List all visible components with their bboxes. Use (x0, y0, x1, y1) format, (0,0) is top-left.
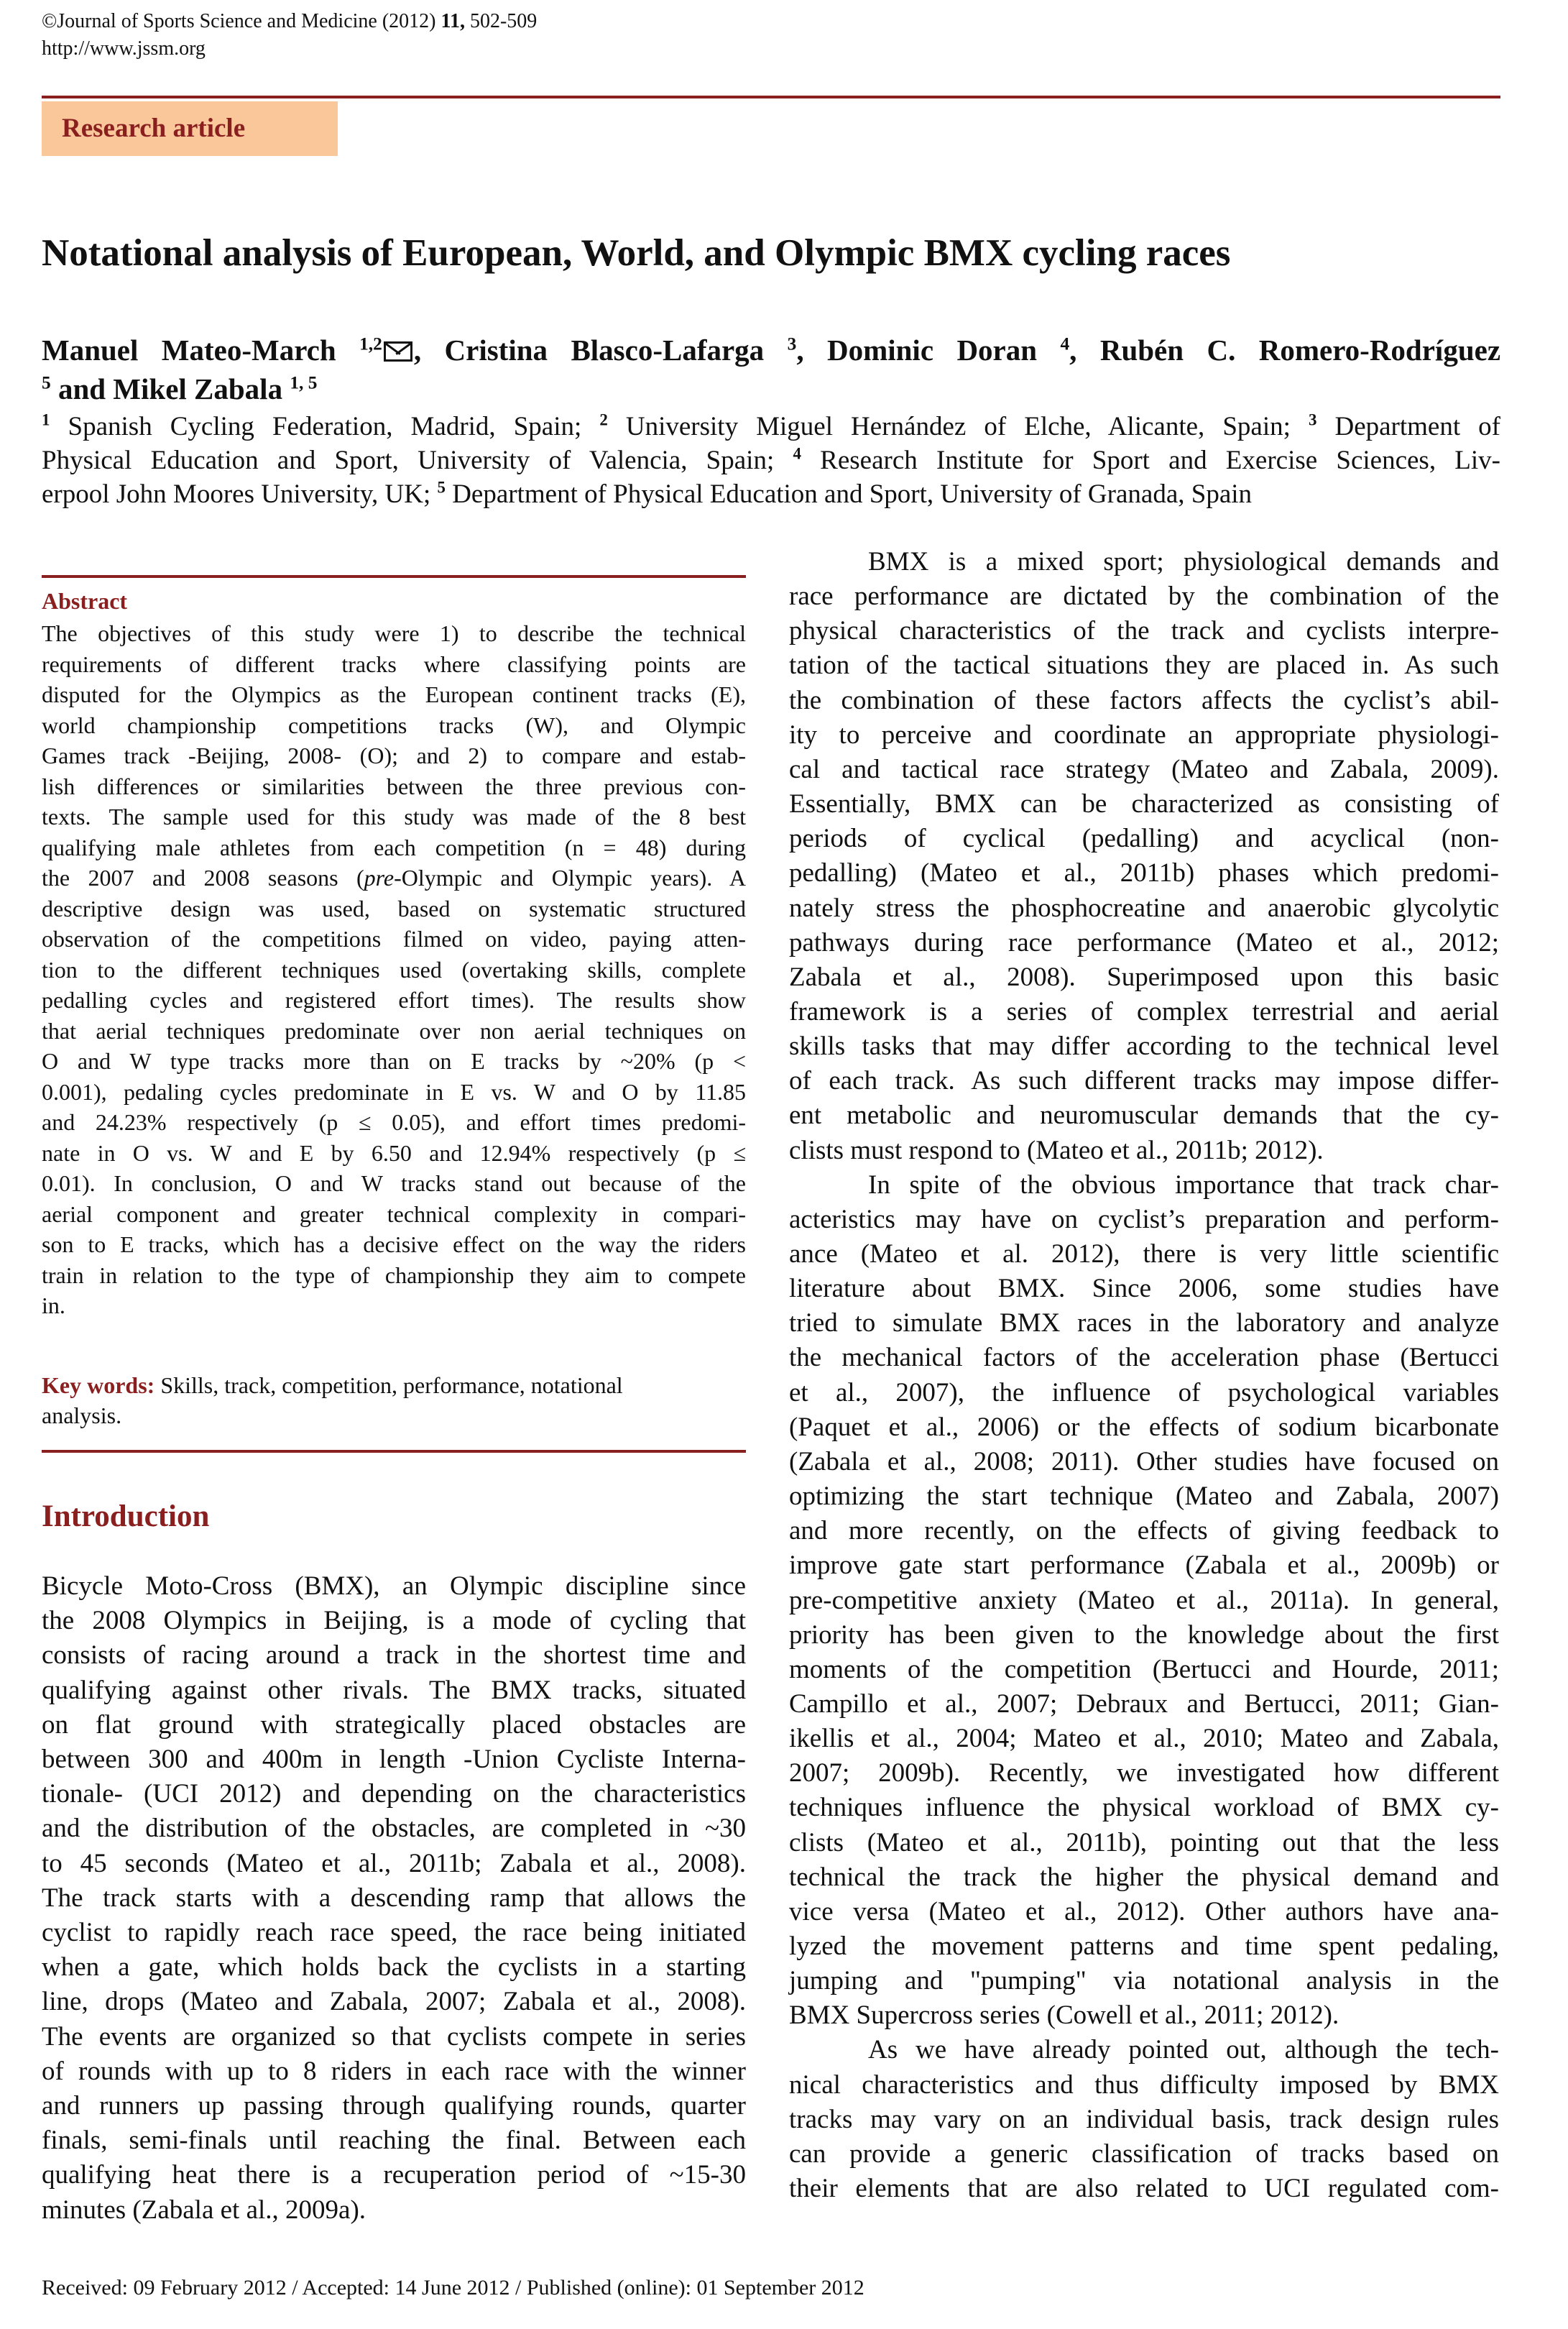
keywords-text: Skills, track, competition, performance, notational (155, 1372, 623, 1398)
affiliation-line: $^1$ Spanish Cycling Federation, Madrid, Spain; $^2$ University Miguel Hernández of Elche, Alicante, Spain; $^3$ Department of (42, 410, 1500, 441)
text-line: tracks may vary on an individual basis, track design rules (789, 2105, 1499, 2134)
text-line: train in relation to the type of championship they aim to compete (42, 1262, 746, 1288)
text-line: framework is a series of complex terrestrial and aerial (789, 997, 1499, 1026)
text-line: Zabala et al., 2008). Superimposed upon this basic (789, 963, 1499, 992)
journal-volume: 11, (441, 10, 465, 32)
text-line: Essentially, BMX can be characterized as consisting of (789, 789, 1499, 819)
text-line: and 24.23% respectively (p ≤ 0.05), and effort times predomi- (42, 1109, 746, 1135)
text-line: O and W type tracks more than on E tracks by ~20% (p < (42, 1048, 746, 1074)
text-line: As we have already pointed out, although the tech- (868, 2035, 1499, 2064)
text-line: In spite of the obvious importance that track char- (868, 1170, 1499, 1200)
paper-title: Notational analysis of European, World, and Olympic BMX cycling races (42, 232, 1231, 274)
text-line: the mechanical factors of the acceleration phase (Bertucci (789, 1343, 1499, 1372)
text-line: Games track -Beijing, 2008- (O); and 2) to compare and estab- (42, 743, 746, 768)
text-line: 0.01). In conclusion, O and W tracks stand out because of the (42, 1170, 746, 1196)
author-affil-marker: 5 (42, 372, 51, 393)
text-line: lyzed the movement patterns and time spent pedaling, (789, 1931, 1499, 1961)
abstract-bottom-rule (42, 1450, 746, 1453)
text-line: clists (Mateo et al., 2011b), pointing out that the less (789, 1828, 1499, 1857)
author-list (42, 331, 1500, 369)
author-name: , Rubén C. Romero-Rodríguez (1069, 334, 1501, 367)
publication-dates: Received: 09 February 2012 / Accepted: 14 June 2012 / Published (online): 01 September 2012 (42, 2276, 864, 2300)
text-line: and runners up passing through qualifying rounds, quarter (42, 2091, 746, 2121)
text-line: ent metabolic and neuromuscular demands that the cy- (789, 1101, 1499, 1130)
introduction-heading: Introduction (42, 1499, 210, 1533)
affiliation-line: erpool John Moores University, UK; $^5$ Department of Physical Education and Sport, University of Granada, Spain (42, 478, 1253, 509)
text-line: the 2007 and 2008 seasons (pre-Olympic and Olympic years). A (42, 865, 747, 891)
text-line: tionale- (UCI 2012) and depending on the characteristics (42, 1779, 746, 1809)
text-line: texts. The sample used for this study was made of the 8 best (42, 804, 746, 830)
text-line: lish differences or similarities between the three previous con- (42, 773, 746, 799)
text-line: the 2008 Olympics in Beijing, is a mode of cycling that (42, 1606, 746, 1635)
keywords (42, 1370, 746, 1400)
text-line: et al., 2007), the influence of psychological variables (789, 1378, 1499, 1407)
text-line: technical the track the higher the physical demand and (789, 1862, 1499, 1892)
text-line: clists must respond to (Mateo et al., 2011b; 2012). (789, 1136, 1324, 1165)
text-line: physical characteristics of the track and cyclists interpre- (789, 616, 1499, 646)
text-line: nate in O vs. W and E by 6.50 and 12.94% respectively (p ≤ (42, 1140, 746, 1166)
text-line: tion to the different techniques used (overtaking skills, complete (42, 957, 746, 983)
text-line: world championship competitions tracks (W), and Olympic (42, 712, 746, 738)
text-line: of rounds with up to 8 riders in each race with the winner (42, 2057, 746, 2086)
text-line: techniques influence the physical workload of BMX cy- (789, 1793, 1499, 1822)
text-line: and more recently, on the effects of giving feedback to (789, 1516, 1499, 1545)
text-line: that aerial techniques predominate over non aerial techniques on (42, 1018, 746, 1044)
journal-url[interactable]: http://www.jssm.org (42, 37, 206, 60)
text-line: their elements that are also related to UCI regulated com- (789, 2174, 1499, 2203)
text-line: and the distribution of the obstacles, are completed in ~30 (42, 1814, 746, 1843)
text-line: of each track. As such different tracks may impose differ- (789, 1066, 1499, 1095)
text-line: improve gate start performance (Zabala et al., 2009b) or (789, 1551, 1499, 1580)
keywords-continued: analysis. (42, 1402, 122, 1428)
text-line: requirements of different tracks where classifying points are (42, 651, 746, 677)
text-line: the combination of these factors affects the cyclist’s abil- (789, 686, 1499, 715)
affiliation-line: Physical Education and Sport, University of Valencia, Spain; $^4$ Research Institute for Sport and Exercise Sciences, Liv- (42, 444, 1500, 475)
author-list-continued (42, 369, 317, 408)
abstract-heading: Abstract (42, 588, 128, 614)
text-line: pedalling) (Mateo et al., 2011b) phases which predomi- (789, 858, 1499, 888)
text-line: between 300 and 400m in length -Union Cycliste Interna- (42, 1745, 746, 1774)
text-line: cyclist to rapidly reach race speed, the race being initiated (42, 1918, 746, 1947)
text-line: (Paquet et al., 2006) or the effects of sodium bicarbonate (789, 1412, 1499, 1442)
abstract-top-rule (42, 575, 746, 578)
journal-name: ©Journal of Sports Science and Medicine (2012) (42, 10, 441, 32)
keywords-label: Key words: (42, 1372, 155, 1398)
text-line: aerial component and greater technical complexity in compari- (42, 1201, 746, 1227)
text-line: nately stress the phosphocreatine and anaerobic glycolytic (789, 894, 1499, 923)
text-line: qualifying against other rivals. The BMX tracks, situated (42, 1676, 746, 1705)
text-line: descriptive design was used, based on systematic structured (42, 896, 746, 922)
text-line: consists of racing around a track in the shortest time and (42, 1640, 746, 1670)
article-type-label: Research article (62, 114, 246, 143)
text-line: qualifying heat there is a recuperation period of ~15-30 (42, 2160, 746, 2190)
text-line: Campillo et al., 2007; Debraux and Bertucci, 2011; Gian- (789, 1689, 1499, 1719)
text-line: observation of the competitions filmed on video, paying atten- (42, 926, 746, 952)
text-line: ikellis et al., 2004; Mateo et al., 2010; Mateo and Zabala, (789, 1724, 1499, 1753)
text-line: vice versa (Mateo et al., 2012). Other authors have ana- (789, 1897, 1499, 1926)
author-name: , Dominic Doran (796, 334, 1061, 367)
text-line: tation of the tactical situations they are placed in. As such (789, 651, 1499, 680)
text-line: 0.001), pedaling cycles predominate in E vs. W and O by 11.85 (42, 1079, 746, 1105)
text-line: ance (Mateo et al. 2012), there is very little scientific (789, 1239, 1499, 1269)
journal-citation (42, 9, 537, 35)
text-line: The events are organized so that cyclists compete in series (42, 2022, 746, 2052)
text-line: moments of the competition (Bertucci and Hourde, 2011; (789, 1655, 1499, 1684)
author-name: and Mikel Zabala (50, 372, 290, 405)
text-line: on flat ground with strategically placed obstacles are (42, 1710, 746, 1740)
text-line: in. (42, 1292, 65, 1318)
article-type-badge (42, 101, 338, 156)
text-line: optimizing the start technique (Mateo and Zabala, 2007) (789, 1482, 1499, 1511)
text-line: periods of cyclical (pedalling) and acyclical (non- (789, 824, 1499, 853)
header-rule (42, 96, 1500, 98)
text-line: race performance are dictated by the combination of the (789, 582, 1499, 611)
text-line: minutes (Zabala et al., 2009a). (42, 2195, 366, 2225)
text-line: when a gate, which holds back the cyclists in a starting (42, 1952, 746, 1982)
text-line: tried to simulate BMX races in the laboratory and analyze (789, 1308, 1499, 1338)
text-line: The track starts with a descending ramp that allows the (42, 1883, 746, 1913)
text-line: pathways during race performance (Mateo et al., 2012; (789, 928, 1499, 957)
text-line: son to E tracks, which has a decisive effect on the way the riders (42, 1231, 746, 1257)
text-line: priority has been given to the knowledge about the first (789, 1620, 1499, 1650)
author-affil-marker: 1,2 (359, 334, 382, 354)
text-line: pedalling cycles and registered effort times). The results show (42, 987, 746, 1013)
envelope-icon[interactable] (384, 341, 412, 362)
text-line: BMX is a mixed sport; physiological demands and (868, 547, 1499, 576)
text-line: acteristics may have on cyclist’s preparation and perform- (789, 1205, 1499, 1234)
text-line: skills tasks that may differ according to the technical level (789, 1032, 1499, 1061)
text-line: disputed for the Olympics as the European continent tracks (E), (42, 681, 746, 707)
text-line: line, drops (Mateo and Zabala, 2007; Zabala et al., 2008). (42, 1987, 746, 2016)
text-line: 2007; 2009b). Recently, we investigated how different (789, 1758, 1499, 1788)
text-line: finals, semi-finals until reaching the final. Between each (42, 2126, 746, 2155)
text-line: Bicycle Moto-Cross (BMX), an Olympic discipline since (42, 1571, 746, 1601)
text-line: nical characteristics and thus difficulty imposed by BMX (789, 2070, 1499, 2100)
text-line: qualifying male athletes from each competition (n = 48) during (42, 835, 746, 860)
text-line: literature about BMX. Since 2006, some studies have (789, 1274, 1499, 1303)
text-line: can provide a generic classification of tracks based on (789, 2139, 1499, 2169)
text-line: to 45 seconds (Mateo et al., 2011b; Zabala et al., 2008). (42, 1849, 746, 1878)
text-line: cal and tactical race strategy (Mateo and Zabala, 2009). (789, 755, 1499, 784)
author-name: , Cristina Blasco-Lafarga (413, 334, 788, 367)
text-line: pre-competitive anxiety (Mateo et al., 2011a). In general, (789, 1586, 1499, 1615)
author-affil-marker: 4 (1060, 334, 1070, 354)
text-line: ity to perceive and coordinate an appropriate physiologi- (789, 720, 1499, 750)
text-line: jumping and "pumping" via notational analysis in the (789, 1966, 1499, 1995)
journal-pages: 502-509 (464, 10, 538, 32)
text-line: BMX Supercross series (Cowell et al., 2011; 2012). (789, 2000, 1339, 2030)
author-affil-marker: 3 (787, 334, 797, 354)
text-line: The objectives of this study were 1) to describe the technical (42, 620, 746, 646)
text-line: (Zabala et al., 2008; 2011). Other studies have focused on (789, 1447, 1499, 1476)
author-name: Manuel Mateo-March (42, 334, 360, 367)
author-affil-marker: 1, 5 (290, 372, 318, 393)
